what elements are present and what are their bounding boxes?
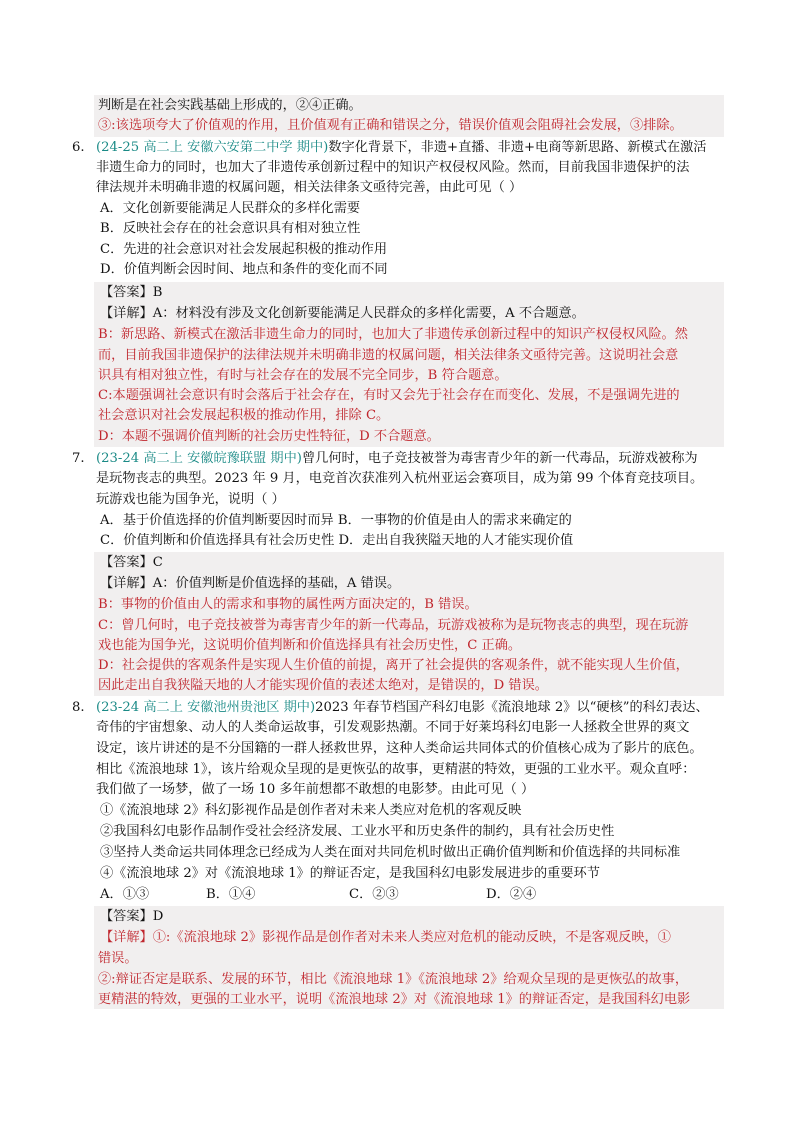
stem-text: 2023 年春节档国产科幻电影《流浪地球 2》以“硬核”的科幻表达、 [315, 700, 709, 715]
analysis-line: 【详解】A：价值判断是价值选择的基础，A 错误。 [100, 576, 401, 591]
analysis-line [100, 928, 671, 948]
analysis-line: 【详解】A：材料没有涉及文化创新要能满足人民群众的多样化需要，A 不合题意。 [100, 306, 585, 321]
statement-3: ③坚持人类命运共同体理念已经成为人类在面对共同危机时做出正确价值判断和价值选择的共同标准 [100, 845, 681, 860]
question-stem-line: 是玩物丧志的典型。2023 年 9 月，电竞首次获准列入杭州亚运会赛项目，成为第 99 个体育竞技项目。 [96, 471, 704, 486]
question-stem-line: 奇伟的宇宙想象、动人的人类命运故事，引发观影热潮。不同于好莱坞科幻电影一人拯救全世界的爽文 [96, 720, 690, 735]
analysis-line: 社会意识对社会发展起积极的推动作用，排除 C。 [98, 408, 390, 423]
question-number: 7. [72, 451, 85, 466]
option-c: C．②③ [349, 887, 399, 902]
question-stem-line [96, 138, 707, 158]
answer-block [94, 906, 724, 1009]
question-stem-line: 相比《流浪地球 1》，该片给观众呈现的是更恢弘的故事，更精湛的特效，更强的工业水平。观众直呼： [96, 762, 696, 777]
option-a: A．①③ [100, 887, 150, 902]
top-analysis-block [94, 95, 724, 137]
analysis-line: 因此走出自我狭隘天地的人才能实现价值的表述太绝对，是错误的，D 错误。 [98, 678, 548, 693]
option-b: B．①④ [206, 887, 256, 902]
answer-label: 【答案】C [100, 555, 163, 570]
statement-2: ②我国科幻电影作品制作受社会经济发展、工业水平和历史条件的制约，具有社会历史性 [100, 824, 615, 839]
analysis-line: B：事物的价值由人的需求和事物的属性两方面决定的，B 错误。 [98, 597, 478, 612]
analysis-line: 戏也能为国争光，这说明价值判断和价值选择具有社会历史性，C 正确。 [98, 638, 522, 653]
answer-label: 【答案】D [100, 909, 164, 924]
question-stem-line: 我们做了一场梦，做了一场 10 多年前想都不敢想的电影梦。由此可见（ ） [96, 782, 535, 797]
analysis-line: 而，目前我国非遗保护的法律法规并未明确非遗的权属问题，相关法律条文亟待完善。这说明社会意 [98, 348, 679, 363]
analysis-line: ②:辩证否定是联系、发展的环节，相比《流浪地球 1》《流浪地球 2》给观众呈现的是更恢弘的故事， [98, 972, 689, 987]
answer-block [94, 552, 724, 696]
option-row: A．基于价值选择的价值判断要因时而异 B．一事物的价值是由人的需求来确定的 [100, 513, 572, 528]
option-d: D．价值判断会因时间、地点和条件的变化而不同 [100, 262, 388, 277]
option-b: B．反映社会存在的社会意识具有相对独立性 [100, 221, 361, 236]
option-row: C．价值判断和价值选择具有社会历史性 D．走出自我狭隘天地的人才能实现价值 [100, 533, 574, 548]
analysis-line: D：本题不强调价值判断的社会历史性特征，D 不合题意。 [98, 429, 440, 444]
question-stem-line [96, 698, 709, 718]
answer-block [94, 282, 724, 447]
analysis-line: 判断是在社会实践基础上形成的，②④正确。 [98, 98, 362, 113]
analysis-line: 识具有相对独立性，有时与社会存在的发展不完全同步，B 符合题意。 [98, 368, 508, 383]
question-number: 6. [72, 140, 85, 155]
option-d: D．②④ [486, 887, 537, 902]
analysis-line: B：新思路、新模式在激活非遗生命力的同时，也加大了非遗传承创新过程中的知识产权侵权风险。然 [98, 327, 688, 342]
question-number: 8. [72, 700, 85, 715]
question-stem-line: 律法规并未明确非遗的权属问题，相关法律条文亟待完善，由此可见（ ） [96, 180, 523, 195]
analysis-line: ③:该选项夸大了价值观的作用，且价值观有正确和错误之分，错误价值观会阻碍社会发展，③排除。 [98, 118, 683, 133]
question-stem-line [96, 449, 698, 469]
question-source: (23-24 高二上 安徽皖豫联盟 期中) [96, 451, 302, 466]
question-stem-line: 非遗生命力的同时，也加大了非遗传承创新过程中的知识产权侵权风险。然而，目前我国非遗保护的法 [96, 160, 690, 175]
statement-1: ①《流浪地球 2》科幻影视作品是创作者对未来人类应对危机的客观反映 [100, 803, 522, 818]
option-a: A．文化创新要能满足人民群众的多样化需要 [100, 201, 361, 216]
statement-4: ④《流浪地球 2》对《流浪地球 1》的辩证否定，是我国科幻电影发展进步的重要环节 [100, 866, 600, 881]
question-source: (23-24 高二上 安徽池州贵池区 期中) [96, 700, 316, 715]
analysis-line: 更精湛的特效，更强的工业水平，说明《流浪地球 2》对《流浪地球 1》的辩证否定，是我国科幻电影 [98, 992, 691, 1007]
analysis-line: C：曾几何时，电子竞技被誉为毒害青少年的新一代毒品，玩游戏被称为是玩物丧志的典型，现在玩游 [98, 618, 689, 633]
question-stem-line: 设定，该片讲述的是不分国籍的一群人拯救世界，这种人类命运共同体式的价值核心成为了影片的底色。 [96, 741, 703, 756]
analysis-line: C:本题强调社会意识有时会落后于社会存在，有时又会先于社会存在而变化、发展，不是强调先进的 [98, 388, 680, 403]
option-c: C．先进的社会意识对社会发展起积极的推动作用 [100, 242, 388, 257]
stem-text: 数字化背景下，非遗+直播、非遗+电商等新思路、新模式在激活 [328, 140, 707, 155]
analysis-line: D：社会提供的客观条件是实现人生价值的前提，离开了社会提供的客观条件，就不能实现人生价值， [98, 658, 689, 673]
answer-label: 【答案】B [100, 285, 163, 300]
stem-text: 曾几何时，电子竞技被誉为毒害青少年的新一代毒品，玩游戏被称为 [301, 451, 698, 466]
analysis-line: 错误。 [98, 951, 138, 966]
analysis-text: 【详解】①:《流浪地球 2》影视作品是创作者对未来人类应对危机的能动反映，不是客观反映，① [100, 930, 671, 945]
question-stem-line: 玩游戏也能为国争光，说明（ ） [96, 492, 285, 507]
question-source: (24-25 高二上 安徽六安第二中学 期中) [96, 140, 329, 155]
